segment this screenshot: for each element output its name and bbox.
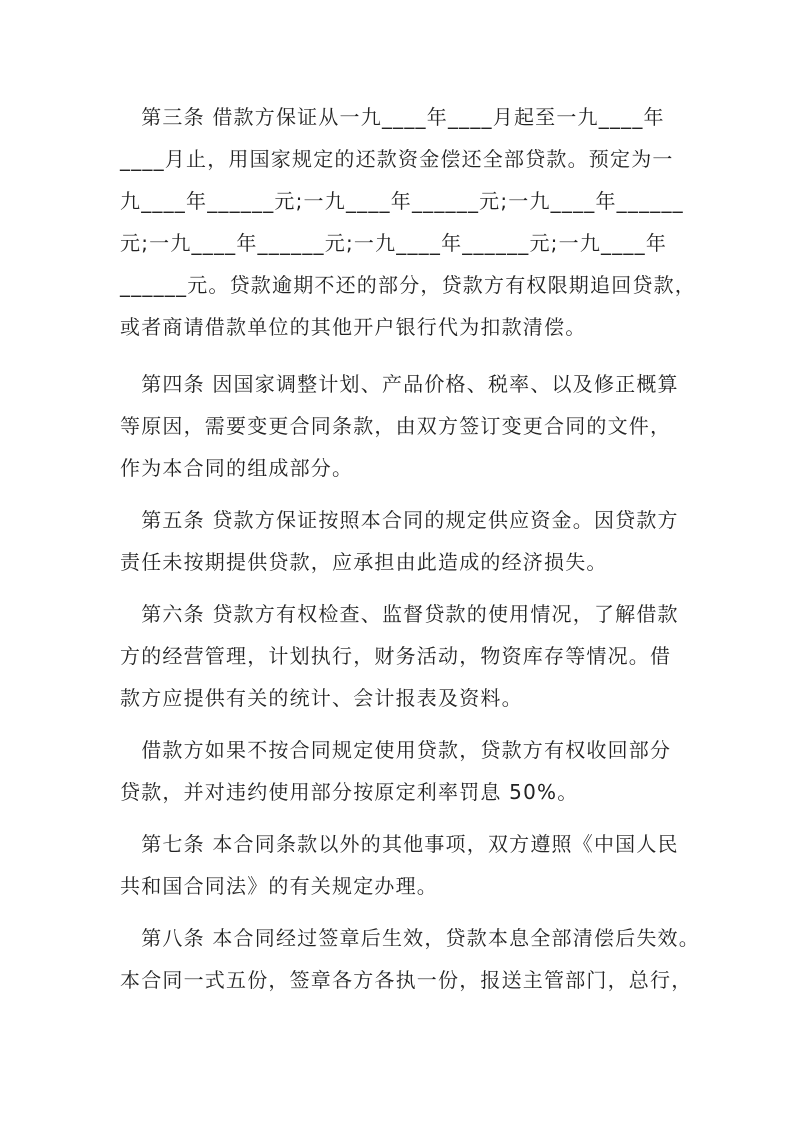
text-line: 第六条 贷款方有权检查、监督贷款的使用情况，了解借款 bbox=[120, 602, 679, 626]
text-line: 借款方如果不按合同规定使用贷款，贷款方有权收回部分 bbox=[120, 738, 672, 762]
text-line: 第三条 借款方保证从一九____年____月起至一九____年 bbox=[120, 105, 665, 129]
text-line: 第五条 贷款方保证按照本合同的规定供应资金。因贷款方 bbox=[120, 508, 679, 532]
text-line: 本合同一式五份，签章各方各执一份，报送主管部门，总行， bbox=[120, 968, 693, 992]
text-line: 等原因，需要变更合同条款，由双方签订变更合同的文件， bbox=[120, 414, 672, 438]
text-line: ______元。贷款逾期不还的部分，贷款方有权限期追回贷款， bbox=[120, 273, 696, 297]
text-line: 贷款，并对违约使用部分按原定利率罚息 50%。 bbox=[120, 780, 579, 804]
text-line: 作为本合同的组成部分。 bbox=[120, 456, 354, 480]
text-line: 第八条 本合同经过签章后生效，贷款本息全部清偿后失效。 bbox=[120, 926, 700, 950]
text-line: 第四条 因国家调整计划、产品价格、税率、以及修正概算 bbox=[120, 372, 679, 396]
text-line: 九____年______元;一九____年______元;一九____年______ bbox=[120, 189, 684, 213]
text-line: 元;一九____年______元;一九____年______元;一九____年 bbox=[120, 231, 668, 255]
text-line: 款方应提供有关的统计、会计报表及资料。 bbox=[120, 686, 523, 710]
text-line: ____月止，用国家规定的还款资金偿还全部贷款。预定为一 bbox=[120, 147, 674, 171]
text-line: 第七条 本合同条款以外的其他事项，双方遵照《中国人民 bbox=[120, 832, 679, 856]
text-line: 共和国合同法》的有关规定办理。 bbox=[120, 874, 438, 898]
text-line: 方的经营管理，计划执行，财务活动，物资库存等情况。借 bbox=[120, 644, 672, 668]
text-line: 或者商请借款单位的其他开户银行代为扣款清偿。 bbox=[120, 315, 587, 339]
text-line: 责任未按期提供贷款，应承担由此造成的经济损失。 bbox=[120, 550, 608, 574]
